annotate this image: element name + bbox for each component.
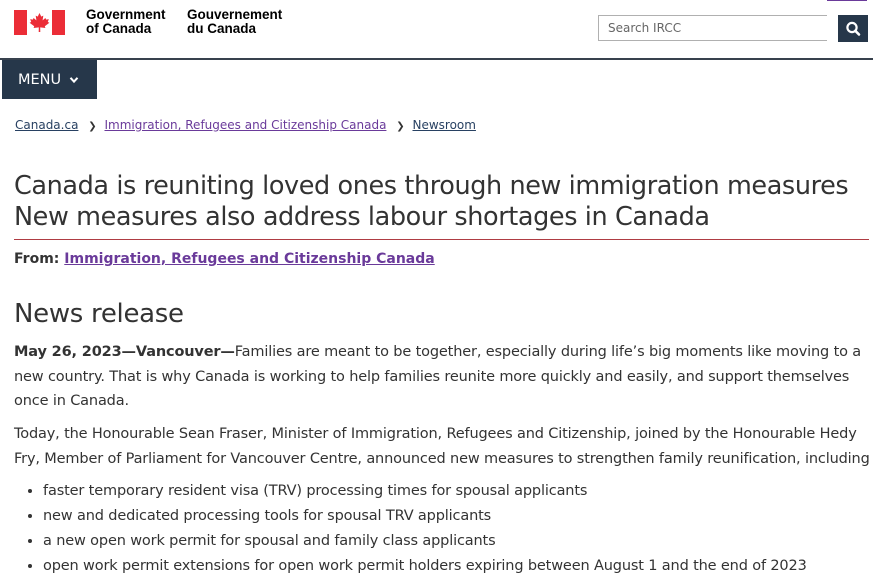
from-label: From: <box>14 251 60 267</box>
menu-button[interactable] <box>2 60 97 99</box>
intro-paragraph <box>14 340 872 414</box>
search-button[interactable] <box>838 15 868 42</box>
breadcrumb-canada-ca[interactable]: Canada.ca <box>15 118 79 132</box>
chevron-right-icon: ❯ <box>396 121 405 132</box>
search-icon <box>838 15 868 42</box>
breadcrumb-newsroom[interactable]: Newsroom <box>412 118 476 132</box>
canada-flag-icon[interactable] <box>14 10 65 35</box>
signature-fr-line1: Gouvernement <box>187 7 283 22</box>
search-input[interactable] <box>598 15 827 41</box>
page-title <box>14 171 869 233</box>
signature-en-line2: of Canada <box>86 21 152 36</box>
page-subtitle: New measures also address labour shortages in Canada <box>14 202 710 232</box>
news-release-heading: News release <box>14 299 184 329</box>
menu-label: MENU <box>18 71 62 88</box>
chevron-right-icon: ❯ <box>88 121 97 132</box>
chevron-down-icon <box>69 76 79 84</box>
header-divider <box>0 58 873 60</box>
page-title-line1: Canada is reuniting loved ones through new immigration measures <box>14 171 849 201</box>
list-item: • faster temporary resident visa (TRV) processing times for spousal applicants <box>43 479 873 504</box>
signature-en-line1: Government <box>86 7 166 22</box>
signature-french <box>187 8 282 36</box>
list-item: • new and dedicated processing tools for spousal TRV applicants <box>43 504 873 529</box>
dateline: May 26, 2023—Vancouver— <box>14 344 235 360</box>
list-item: • open work permit extensions for open work permit holders expiring between August 1 and the end of 2023 <box>43 554 873 579</box>
from-line <box>14 251 435 267</box>
intro-text: Families are meant to be together, especially during life’s big moments like moving to a new country. That is why Canada is working to help families reunite more quickly and easily, and support themselves once in Canada. <box>14 344 862 409</box>
breadcrumb-ircc[interactable]: Immigration, Refugees and Citizenship Canada <box>104 118 387 132</box>
announcement-paragraph: Today, the Honourable Sean Fraser, Minister of Immigration, Refugees and Citizenship, joined by the Honourable Hedy Fry, Member of Parliament for Vancouver Centre, announced new measures to strengthen family reunification, including <box>14 426 870 467</box>
site-header <box>0 0 873 58</box>
breadcrumb <box>15 118 476 132</box>
from-department-link[interactable]: Immigration, Refugees and Citizenship Canada <box>64 251 435 267</box>
measures-list <box>14 479 873 579</box>
signature-fr-line2: du Canada <box>187 21 257 36</box>
list-item: • a new open work permit for spousal and family class applicants <box>43 529 873 554</box>
language-link-edge[interactable] <box>827 0 867 1</box>
signature-english <box>86 8 166 36</box>
title-underline <box>14 239 869 240</box>
